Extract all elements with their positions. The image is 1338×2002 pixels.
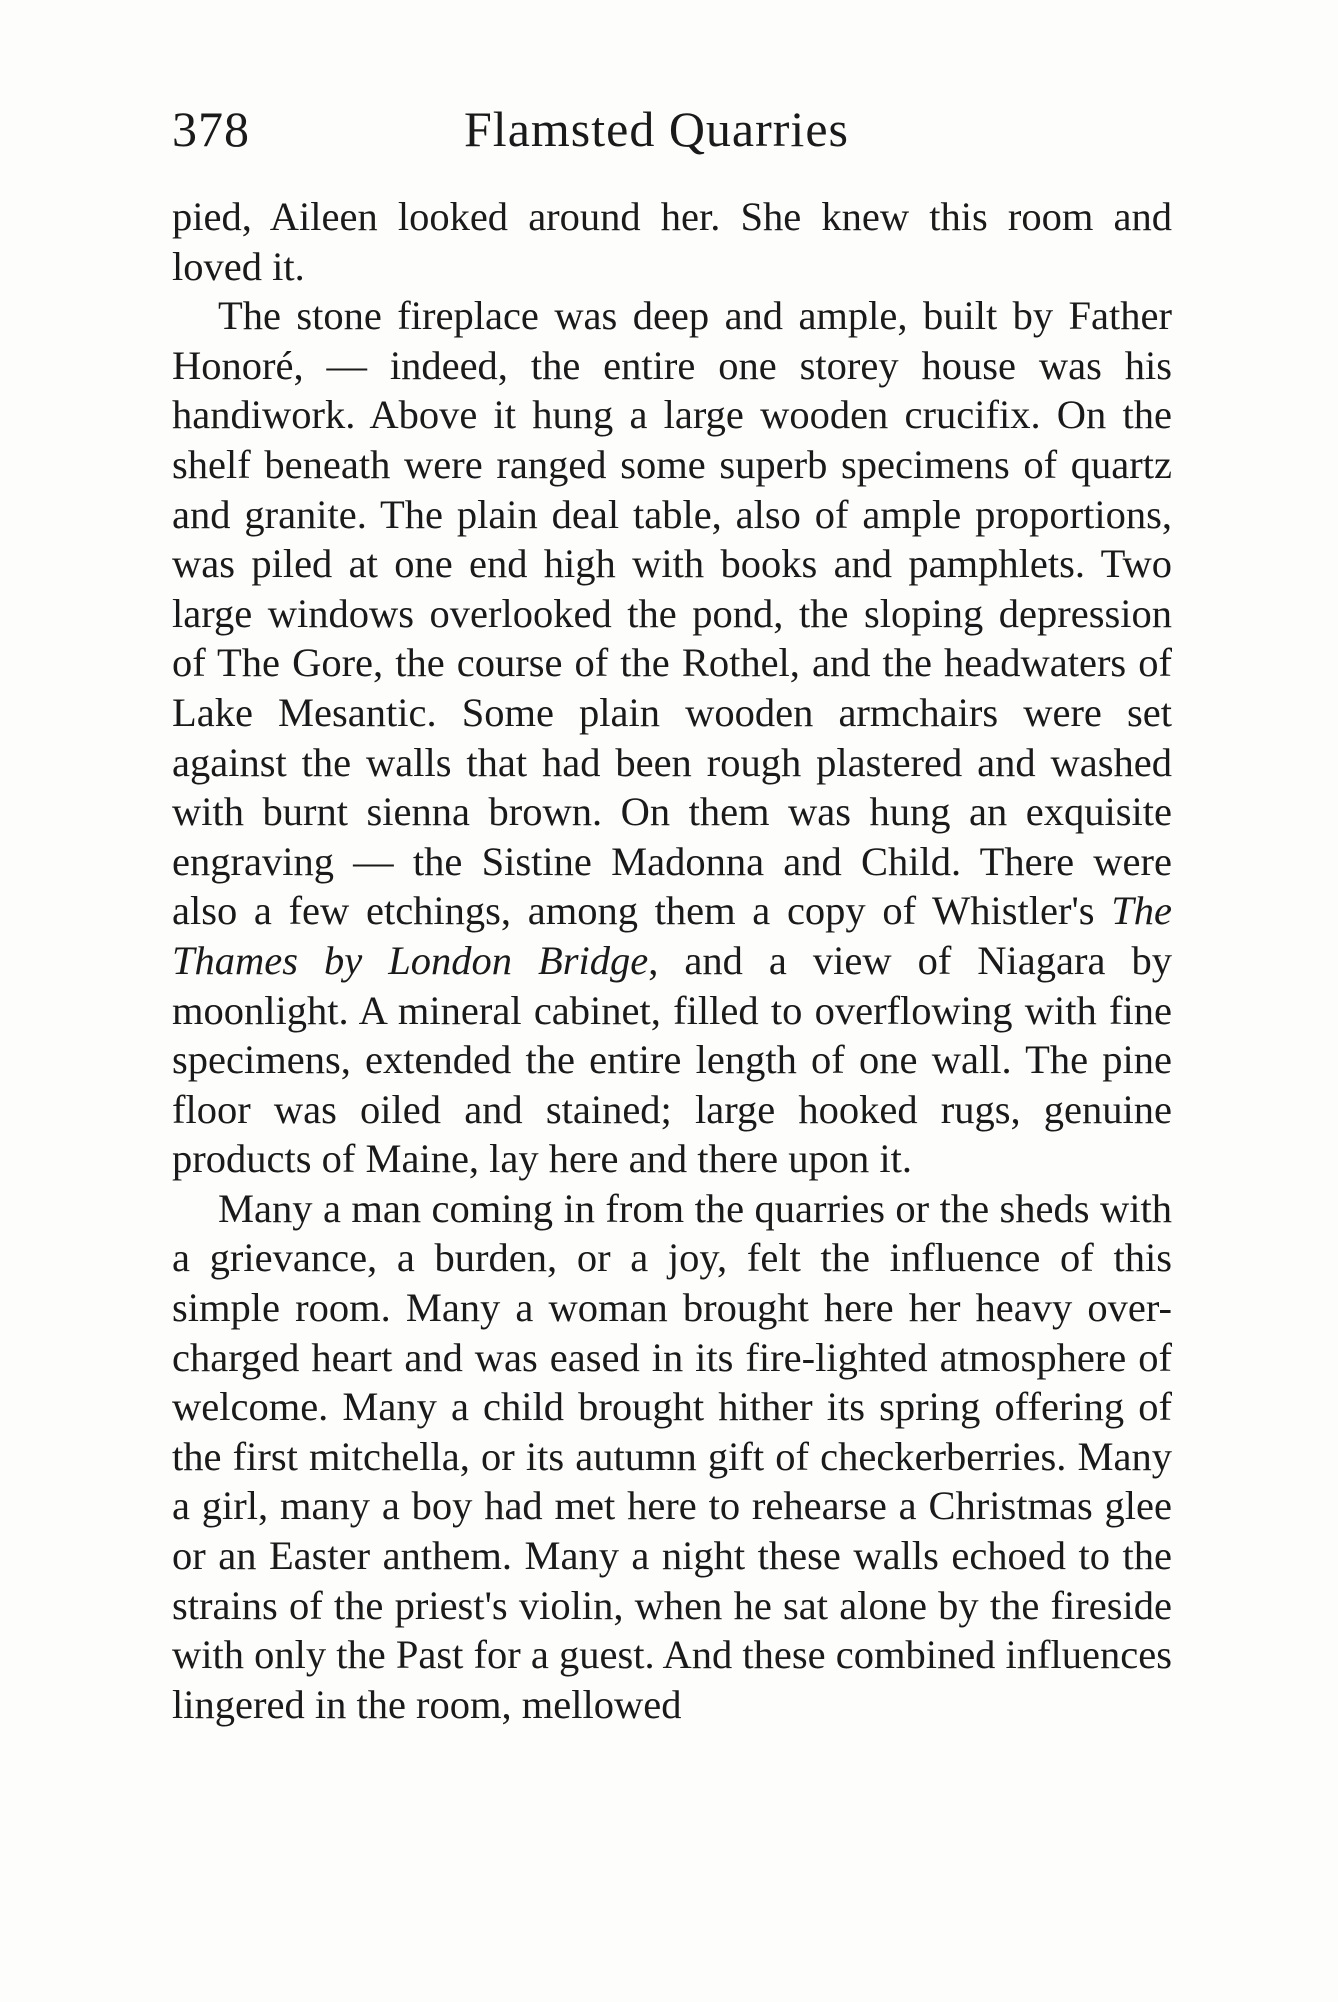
running-title: Flamsted Quarries (464, 101, 849, 157)
paragraph-text: pied, Aileen looked around her. She knew this room and loved it. (172, 194, 1172, 289)
body-text (172, 192, 1172, 1729)
paragraph-room-influence (172, 1184, 1172, 1730)
paragraph-text: The stone fireplace was deep and ample, built by Father Honoré, — indeed, the entire one storey house was his handiwork. Above it hung a large wooden crucifix. On the shelf beneath were ranged some superb specimens of quartz and granite. The plain deal table, also of ample proportions, was piled at one end high with books and pamphlets. Two large windows overlooked the pond, the sloping depression of The Gore, the course of the Rothel, and the headwaters of Lake Mesantic. Some plain wooden armchairs were set against the walls that had been rough plastered and washed with burnt sienna brown. On them was hung an exquisite engraving — the Sistine Madonna and Child. There were also a few etchings, among them a copy of Whistler's (172, 293, 1172, 934)
artwork-title: The Thames by London Bridge (172, 888, 1172, 983)
paragraph-text: , and a view of Niagara by moonlight. A mineral cabinet, filled to overflowing with fine specimens, extended the entire length of one wall. The pine floor was oiled and stained; large hooked rugs, genuine products of Maine, lay here and there upon it. (172, 937, 1172, 1182)
page-header (172, 100, 1172, 170)
paragraph-room-description (172, 291, 1172, 1184)
paragraph-text: Many a man coming in from the quarries or the sheds with a grievance, a burden, or a joy, felt the influence of this simple room. Many a woman brought here her heavy over-charged heart and was eased in its fire-lighted atmosphere of welcome. Many a child brought hither its spring offering of the first mitchella, or its autumn gift of checkerberries. Many a girl, many a boy had met here to rehearse a Christmas glee or an Easter anthem. Many a night these walls echoed to the strains of the priest's violin, when he sat alone by the fireside with only the Past for a guest. And these combined influences lingered in the room, mellowed (172, 1185, 1172, 1727)
paragraph-continued (172, 192, 1172, 291)
page-number: 378 (172, 101, 250, 157)
